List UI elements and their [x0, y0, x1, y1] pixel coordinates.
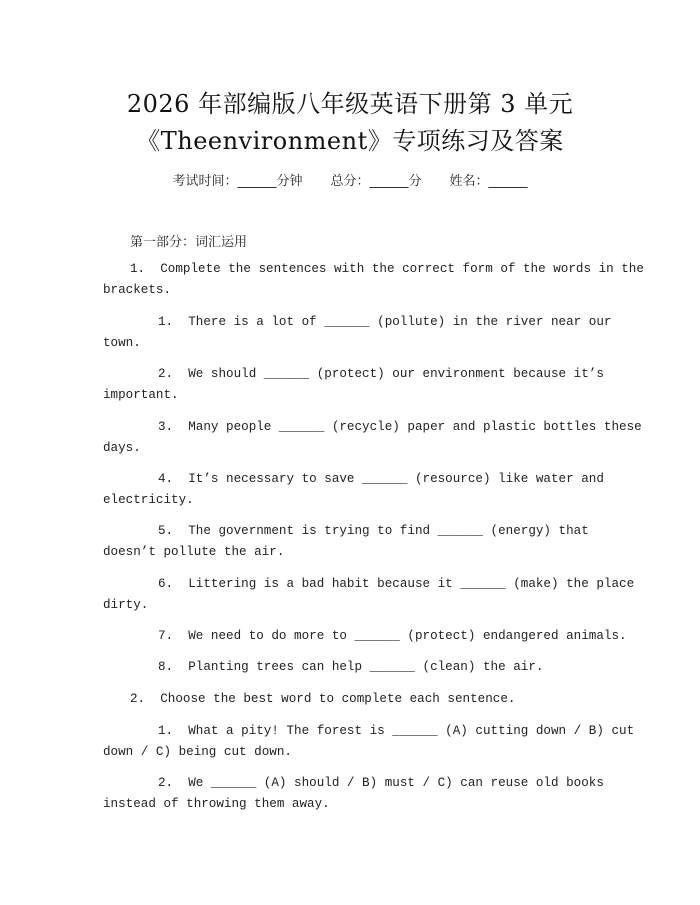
exam-score-field: 总分：______分	[330, 174, 422, 189]
q1-item-4: 4. It’s necessary to save ______ (resource) like water and	[158, 472, 604, 486]
q1-item-6: 6. Littering is a bad habit because it ______ (make) the place	[158, 577, 635, 591]
document-title-line-2: 《Theenvironment》专项练习及答案	[136, 127, 564, 155]
exam-info-row	[0, 170, 700, 189]
q1-item-4-cont: electricity.	[103, 493, 194, 507]
q1-item-6-cont: dirty.	[103, 598, 149, 612]
student-name-field: 姓名：______	[449, 174, 528, 189]
question-1-prompt: 1. Complete the sentences with the correct form of the words in the	[130, 262, 644, 276]
exam-time-field: 考试时间：______分钟	[172, 174, 303, 189]
q1-item-5: 5. The government is trying to find ______ (energy) that	[158, 524, 589, 538]
q1-item-2: 2. We should ______ (protect) our environment because it’s	[158, 367, 604, 381]
question-2-prompt: 2. Choose the best word to complete each sentence.	[130, 692, 516, 706]
question-1-prompt-cont: brackets.	[103, 283, 172, 297]
q2-item-1: 1. What a pity! The forest is ______ (A) cutting down / B) cut	[158, 724, 635, 738]
q1-item-7: 7. We need to do more to ______ (protect) endangered animals.	[158, 629, 627, 643]
q1-item-2-cont: important.	[103, 388, 179, 402]
q1-item-3-cont: days.	[103, 441, 141, 455]
q2-item-2-cont: instead of throwing them away.	[103, 797, 330, 811]
q1-item-1-cont: town.	[103, 336, 141, 350]
q2-item-1-cont: down / C) being cut down.	[103, 745, 292, 759]
document-title-line-1: 2026 年部编版八年级英语下册第 3 单元	[126, 90, 574, 118]
section-heading: 第一部分：词汇运用	[130, 235, 248, 250]
q1-item-5-cont: doesn’t pollute the air.	[103, 545, 285, 559]
q1-item-3: 3. Many people ______ (recycle) paper and plastic bottles these	[158, 420, 642, 434]
q1-item-8: 8. Planting trees can help ______ (clean) the air.	[158, 660, 544, 674]
q1-item-1: 1. There is a lot of ______ (pollute) in the river near our	[158, 315, 612, 329]
q2-item-2: 2. We ______ (A) should / B) must / C) can reuse old books	[158, 776, 604, 790]
